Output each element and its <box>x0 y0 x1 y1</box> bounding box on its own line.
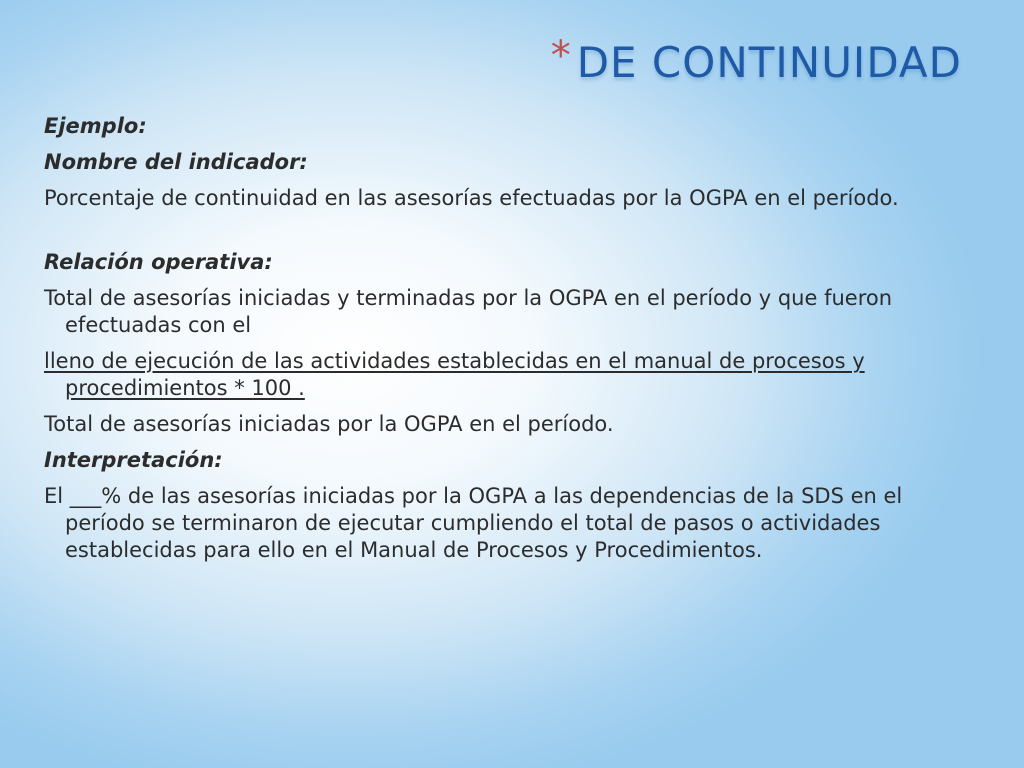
ejemplo-label: Ejemplo: <box>44 114 147 138</box>
slide-title <box>550 33 962 87</box>
title-bullet: * <box>550 33 571 79</box>
relacion-operativa-label: Relación operativa: <box>44 250 273 274</box>
interpretacion-text: El ___% de las asesorías iniciadas por la OGPA a las dependencias de la SDS en el período se terminaron de ejecutar cumpliendo el total de pasos o actividades establecidas para ello en el Manual de Procesos y Procedimientos. <box>44 484 903 562</box>
interpretacion-label: Interpretación: <box>44 448 223 472</box>
relacion-denominador-text: Total de asesorías iniciadas por la OGPA en el período. <box>44 412 614 436</box>
relacion-numerador-text: Total de asesorías iniciadas y terminadas por la OGPA en el período y que fueron efectuadas con el <box>44 286 893 337</box>
slide-content <box>44 113 984 564</box>
nombre-indicador-label: Nombre del indicador: <box>44 150 308 174</box>
nombre-indicador-text: Porcentaje de continuidad en las asesorías efectuadas por la OGPA en el período. <box>44 186 899 210</box>
title-text: DE CONTINUIDAD <box>576 38 962 87</box>
relacion-numerador-underlined: lleno de ejecución de las actividades establecidas en el manual de procesos y procedimientos * 100 . <box>44 349 865 400</box>
